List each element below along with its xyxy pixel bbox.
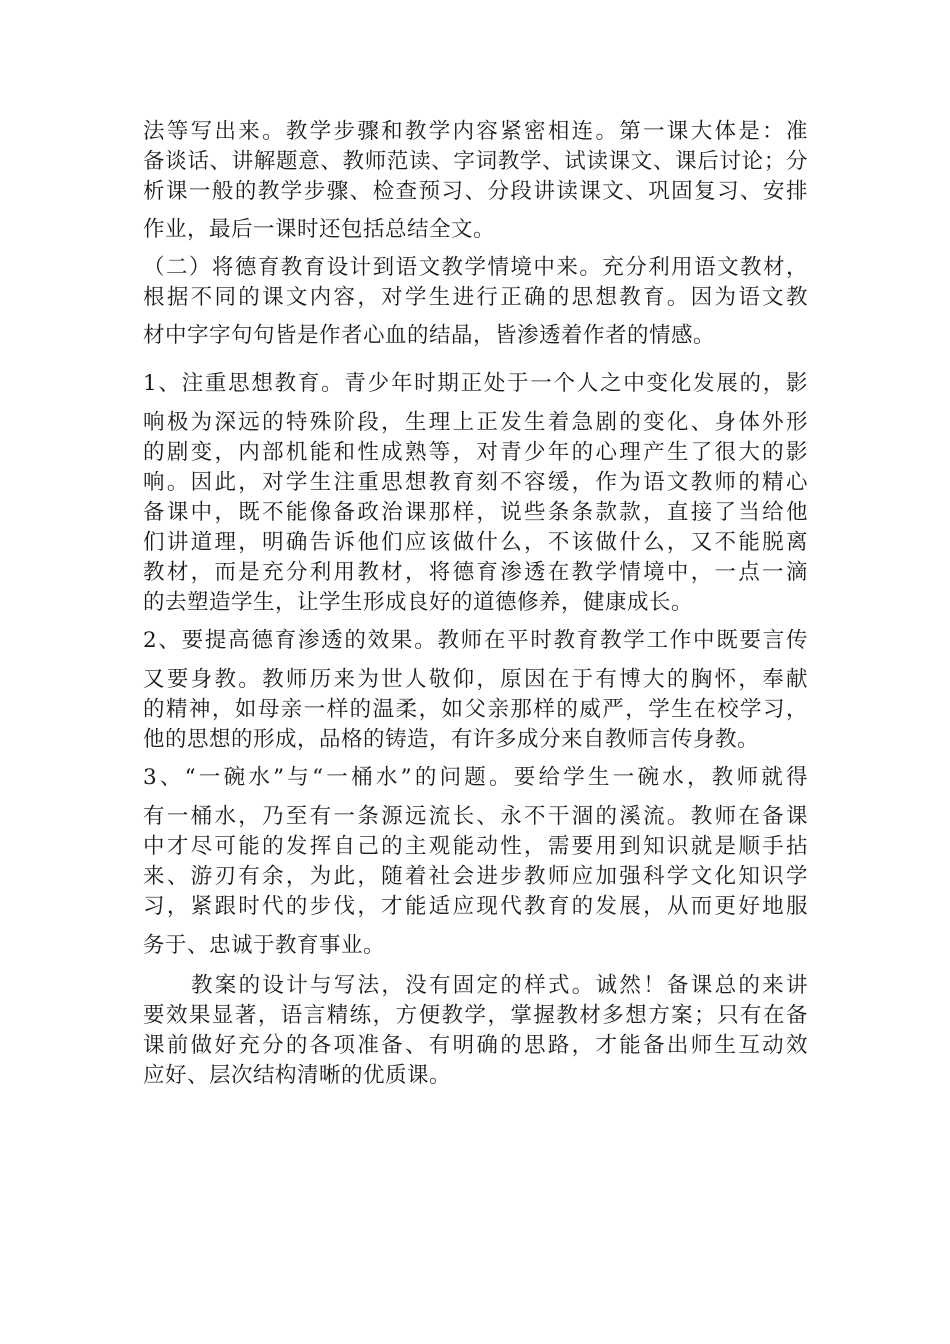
paragraph-point-1: [143, 370, 808, 617]
text-line: 2、要提高德育渗透的效果。教师在平时教育教学工作中既要言传: [143, 628, 808, 653]
text-line: 教材，而是充分利用教材，将德育渗透在教学情境中，一点一滴: [143, 560, 808, 585]
text-line: 3、“一碗水”与“一桶水”的问题。要给学生一碗水，教师就得: [143, 765, 808, 790]
text-line: 1、注重思想教育。青少年时期正处于一个人之中变化发展的，影: [143, 371, 808, 396]
text-line: 又要身教。教师历来为世人敬仰，原因在于有博大的胸怀，奉献: [143, 667, 808, 692]
text-line: 习，紧跟时代的步伐，才能适应现代教育的发展，从而更好地服: [143, 894, 808, 919]
text-line: 课前做好充分的各项准备、有明确的思路，才能备出师生互动效: [143, 1033, 808, 1058]
text-line: 备谈话、讲解题意、教师范读、字词教学、试读课文、课后讨论；分: [143, 149, 808, 174]
text-line: 教案的设计与写法，没有固定的样式。诚然！备课总的来讲: [191, 973, 808, 998]
text-line: 响。因此，对学生注重思想教育刻不容缓，作为语文教师的精心: [143, 470, 808, 495]
document-body: [143, 118, 808, 1090]
text-line: 法等写出来。教学步骤和教学内容紧密相连。第一课大体是：准: [143, 119, 808, 144]
text-line: 有一桶水，乃至有一条源远流长、永不干涸的溪流。教师在备课: [143, 804, 808, 829]
text-line: 来、游刃有余，为此，随着社会进步教师应加强科学文化知识学: [143, 864, 808, 889]
text-line: 析课一般的教学步骤、检查预习、分段讲读课文、巩固复习、安排: [143, 179, 808, 204]
text-line: 响极为深远的特殊阶段，生理上正发生着急剧的变化、身体外形: [143, 410, 808, 435]
text-line: 的去塑造学生，让学生形成良好的道德修养，健康成长。: [143, 590, 694, 615]
text-line: 的剧变，内部机能和性成熟等，对青少年的心理产生了很大的影: [143, 440, 808, 465]
paragraph-point-3: [143, 764, 808, 960]
text-line: 要效果显著，语言精练，方便教学，掌握教材多想方案；只有在备: [143, 1003, 808, 1028]
text-line: 备课中，既不能像备政治课那样，说些条条款款，直接了当给他: [143, 500, 808, 525]
text-line: （二）将德育教育设计到语文教学情境中来。充分利用语文教材，: [143, 255, 808, 280]
text-line: 的精神，如母亲一样的温柔，如父亲那样的威严，学生在校学习，: [143, 697, 808, 722]
paragraph-conclusion: [143, 972, 808, 1090]
text-line: 材中字字句句皆是作者心血的结晶，皆渗透着作者的情感。: [143, 323, 716, 348]
text-line: 中才尽可能的发挥自己的主观能动性，需要用到知识就是顺手拈: [143, 834, 808, 859]
text-line: 应好、层次结构清晰的优质课。: [143, 1063, 452, 1088]
text-line: 务于、忠诚于教育事业。: [143, 933, 386, 958]
text-line: 们讲道理，明确告诉他们应该做什么，不该做什么，又不能脱离: [143, 530, 808, 555]
text-line: 根据不同的课文内容，对学生进行正确的思想教育。因为语文教: [143, 285, 808, 310]
paragraph-lesson-steps: [143, 118, 808, 244]
paragraph-moral-education: [143, 254, 808, 350]
text-line: 作业，最后一课时还包括总结全文。: [143, 217, 496, 242]
paragraph-point-2: [143, 627, 808, 754]
text-line: 他的思想的形成，品格的铸造，有许多成分来自教师言传身教。: [143, 727, 760, 752]
